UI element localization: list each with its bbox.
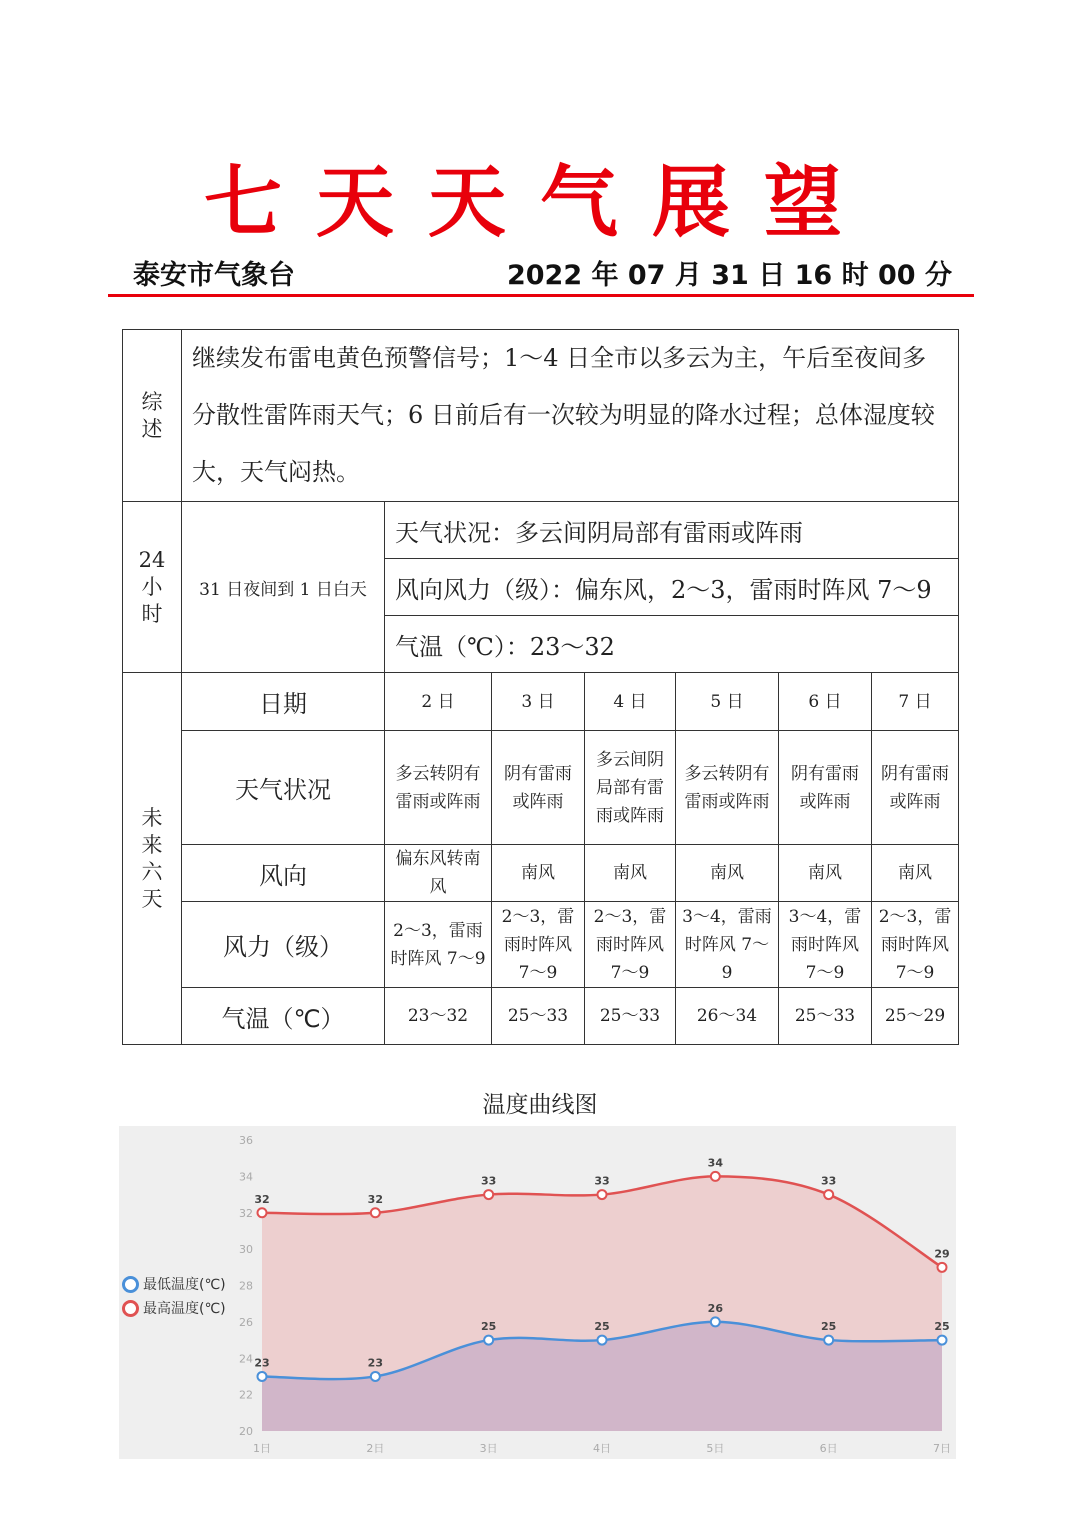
data-label-low: 23: [367, 1356, 383, 1370]
summary-text: 继续发布雷电黄色预警信号；1～4 日全市以多云为主，午后至夜间多分散性雷阵雨天气；6 日前后有一次较为明显的降水过程；总体湿度较大，天气闷热。: [182, 330, 959, 502]
h24-label: 24 小 时: [123, 502, 182, 673]
h24-wind: 风向风力（级）：偏东风，2～3，雷雨时阵风 7～9: [385, 559, 959, 616]
wind-dir-cell: 南风: [585, 845, 676, 902]
date-cell: 4 日: [585, 673, 676, 731]
wind-force-cell: 2～3，雷雨时阵风 7～9: [872, 902, 959, 988]
y-tick-label: 20: [239, 1425, 253, 1438]
row-header-weather: 天气状况: [182, 731, 385, 845]
data-point-low: [371, 1372, 380, 1381]
data-point-low: [484, 1336, 493, 1345]
data-point-low: [938, 1336, 947, 1345]
legend-label-high: 最高温度(℃): [143, 1301, 226, 1317]
date-cell: 5 日: [676, 673, 779, 731]
data-label-high: 33: [481, 1174, 497, 1188]
issue-time: 2022 年 07 月 31 日 16 时 00 分: [506, 260, 952, 291]
temp-cell: 25～33: [585, 988, 676, 1045]
row-header-date: 日期: [182, 673, 385, 731]
h24-temp: 气温（℃）：23～32: [385, 616, 959, 673]
data-label-low: 25: [594, 1320, 610, 1334]
temp-cell: 25～29: [872, 988, 959, 1045]
wind-force-cell: 2～3，雷雨时阵风 7～9: [385, 902, 492, 988]
weather-cell: 阴有雷雨或阵雨: [492, 731, 585, 845]
data-point-high: [938, 1263, 947, 1272]
temp-cell: 26～34: [676, 988, 779, 1045]
chart-title: 温度曲线图: [482, 1092, 598, 1118]
data-label-low: 25: [481, 1320, 497, 1334]
data-label-high: 33: [821, 1174, 837, 1188]
x-tick-label: 3日: [479, 1442, 498, 1455]
page-title: 七天天气展望: [203, 157, 876, 248]
six-day-label: 未 来 六 天: [123, 673, 182, 1045]
data-label-low: 26: [707, 1301, 723, 1315]
data-point-low: [824, 1336, 833, 1345]
weather-cell: 多云转阴有雷雨或阵雨: [676, 731, 779, 845]
summary-label: 综 述: [123, 330, 182, 502]
weather-cell: 多云间阴局部有雷雨或阵雨: [585, 731, 676, 845]
x-tick-label: 5日: [706, 1442, 725, 1455]
wind-force-cell: 2～3，雷雨时阵风 7～9: [492, 902, 585, 988]
row-header-wind-force: 风力（级）: [182, 902, 385, 988]
row-header-wind-dir: 风向: [182, 845, 385, 902]
data-point-high: [484, 1190, 493, 1199]
y-tick-label: 24: [239, 1352, 253, 1366]
issuer: 泰安市气象台: [133, 260, 295, 291]
legend-item-high[interactable]: [122, 1296, 226, 1320]
row-header-temp: 气温（℃）: [182, 988, 385, 1045]
legend-label-low: 最低温度(℃): [143, 1277, 226, 1293]
date-cell: 6 日: [779, 673, 872, 731]
data-point-high: [598, 1190, 607, 1199]
y-tick-label: 32: [239, 1206, 253, 1220]
wind-force-cell: 3～4，雷雨时阵风 7～9: [676, 902, 779, 988]
x-tick-label: 6日: [819, 1442, 838, 1455]
data-point-low: [711, 1317, 720, 1326]
data-point-high: [371, 1208, 380, 1217]
legend-item-low[interactable]: [122, 1272, 226, 1296]
data-point-high: [258, 1208, 267, 1217]
legend-marker-high: [122, 1300, 139, 1317]
y-tick-label: 36: [239, 1134, 253, 1147]
y-tick-label: 28: [239, 1279, 253, 1293]
data-label-high: 29: [934, 1247, 950, 1261]
temp-cell: 25～33: [779, 988, 872, 1045]
data-label-low: 25: [934, 1320, 950, 1334]
data-label-high: 32: [254, 1192, 270, 1206]
weather-cell: 阴有雷雨或阵雨: [872, 731, 959, 845]
temp-cell: 25～33: [492, 988, 585, 1045]
data-point-high: [711, 1172, 720, 1181]
y-tick-label: 34: [239, 1170, 253, 1184]
data-point-low: [598, 1336, 607, 1345]
data-label-low: 23: [254, 1356, 270, 1370]
data-point-low: [258, 1372, 267, 1381]
data-label-high: 32: [367, 1192, 383, 1206]
wind-force-cell: 3～4，雷雨时阵风 7～9: [779, 902, 872, 988]
wind-dir-cell: 偏东风转南风: [385, 845, 492, 902]
data-label-high: 34: [707, 1156, 723, 1170]
weather-cell: 阴有雷雨或阵雨: [779, 731, 872, 845]
x-tick-label: 2日: [366, 1442, 385, 1455]
h24-period: 31 日夜间到 1 日白天: [182, 502, 385, 673]
x-tick-label: 1日: [253, 1442, 271, 1455]
data-label-low: 25: [821, 1320, 837, 1334]
data-point-high: [824, 1190, 833, 1199]
date-cell: 3 日: [492, 673, 585, 731]
y-tick-label: 22: [239, 1388, 253, 1402]
wind-dir-cell: 南风: [492, 845, 585, 902]
y-tick-label: 30: [239, 1243, 253, 1257]
chart-legend: [122, 1272, 226, 1320]
date-cell: 2 日: [385, 673, 492, 731]
temp-cell: 23～32: [385, 988, 492, 1045]
weather-cell: 多云转阴有雷雨或阵雨: [385, 731, 492, 845]
wind-dir-cell: 南风: [872, 845, 959, 902]
y-tick-label: 26: [239, 1315, 253, 1329]
legend-marker-low: [122, 1276, 139, 1293]
x-tick-label: 4日: [593, 1442, 611, 1455]
x-tick-label: 7日: [933, 1442, 951, 1455]
wind-force-cell: 2～3，雷雨时阵风 7～9: [585, 902, 676, 988]
wind-dir-cell: 南风: [676, 845, 779, 902]
date-cell: 7 日: [872, 673, 959, 731]
h24-weather: 天气状况：多云间阴局部有雷雨或阵雨: [385, 502, 959, 559]
data-label-high: 33: [594, 1174, 610, 1188]
wind-dir-cell: 南风: [779, 845, 872, 902]
